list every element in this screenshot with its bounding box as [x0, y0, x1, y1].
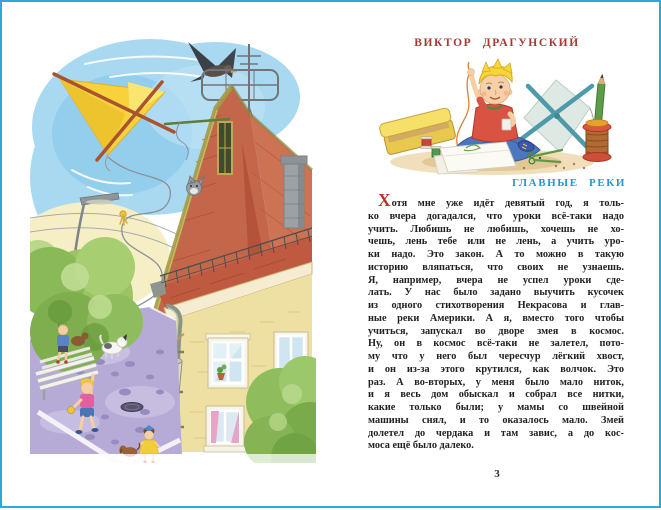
story-line: и он из-за этого крутился, как волчок. Это [368, 363, 624, 375]
right-page [368, 2, 626, 510]
story-line: чешь, лень тебе или не лень, а учить уро- [368, 236, 624, 248]
story-line: Я, например, вчера не успел уроки сде- [368, 274, 624, 286]
story-line: Ну, он в космос всё-таки не залетел, пото- [368, 338, 624, 350]
story-line: долетел до чердака и там завис, а до кос- [368, 427, 624, 439]
page-number: 3 [494, 468, 500, 480]
story-line: лать. У нас было задано выучить кусочек [368, 287, 624, 299]
manhole [121, 403, 143, 412]
orange-thread [457, 62, 470, 148]
bottom-fade-2 [30, 463, 316, 472]
story-line: и я весь дом обыскал и собрал все нитки, [368, 389, 624, 401]
story-line: моса ещё было далеко. [368, 440, 474, 452]
story-line: ки надо. Это закон. А то можно в такую [368, 249, 624, 260]
chimney [281, 156, 307, 228]
story-line: Хотя мне уже идёт девятый год, я толь- [378, 190, 624, 210]
gable-window [218, 122, 232, 174]
kite-frame [520, 80, 595, 152]
story-line: учиться, запускал во дворе змея в космос. [368, 325, 624, 337]
story-title: ГЛАВНЫЕ РЕКИ [511, 177, 626, 189]
story-line: историю вляпаться, что своих не узнаешь. [368, 261, 624, 273]
author-heading: ВИКТОР ДРАГУНСКИЙ [414, 37, 580, 49]
story-line: му что у него был чересчур лёгкий хвост, [368, 351, 624, 362]
story-line: какие только были; у мамы со швейной [368, 402, 624, 413]
story-text [368, 190, 624, 453]
drop-cap: Х [378, 190, 391, 210]
story-line: из одного стихотворения Некрасова и глав- [368, 300, 624, 311]
boy-with-thread-illustration [374, 56, 614, 181]
story-line: учить. Любишь не любишь, хочешь не хо- [368, 223, 624, 235]
story-line: ные реки Америки. А я, вместо того чтобы [368, 312, 624, 324]
story-line: машины снял, и то оказалось мало. Змей [368, 414, 624, 426]
lower-window [204, 406, 248, 452]
upper-window [206, 334, 250, 388]
story-line: ко вчера догадался, что уроки всё-таки надо [368, 210, 624, 222]
story-line: раз. А во-вторых, у меня было мало ниток, [368, 376, 624, 388]
left-page-illustration [30, 22, 316, 472]
street-scene-illustration [30, 22, 316, 472]
